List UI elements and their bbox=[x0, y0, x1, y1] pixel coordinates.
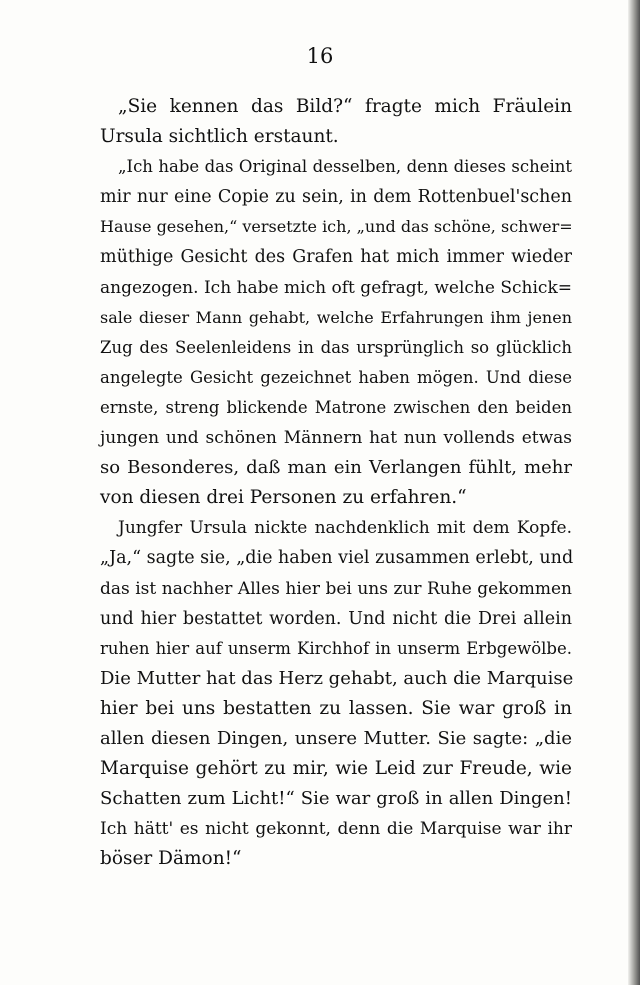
page-number: 16 bbox=[306, 44, 334, 68]
text-line: ruhen hier auf unserm Kirchhof in unserm Erbgewölbe. bbox=[100, 638, 572, 658]
text-line: „Ich habe das Original desselben, denn dieses scheint bbox=[118, 157, 572, 177]
text-line: „Ja,“ sagte sie, „die haben viel zusammen erlebt, und bbox=[100, 548, 574, 569]
text-line: Marquise gehört zu mir, wie Leid zur Freude, wie bbox=[100, 758, 572, 780]
text-line: allen diesen Dingen, unsere Mutter. Sie sagte: „die bbox=[100, 727, 572, 749]
text-line: Zug des Seelenleidens in das ursprünglich so glücklich bbox=[100, 337, 572, 357]
text-line: müthige Gesicht des Grafen hat mich immer wieder bbox=[100, 247, 572, 268]
text-line: „Sie kennen das Bild?“ fragte mich Fräulein bbox=[118, 96, 572, 117]
text-line: so Besonderes, daß man ein Verlangen fühlt, mehr bbox=[100, 457, 572, 479]
text-line: Die Mutter hat das Herz gehabt, auch die Marquise bbox=[100, 667, 574, 689]
text-line: Hause gesehen,“ versetzte ich, „und das schöne, schwer= bbox=[100, 217, 573, 237]
text-line: jungen und schönen Männern hat nun vollends etwas bbox=[100, 428, 572, 449]
text-line: ernste, streng blickende Matrone zwischen den beiden bbox=[100, 397, 572, 417]
text-line: angelegte Gesicht gezeichnet haben mögen. Und diese bbox=[100, 367, 572, 387]
text-line: angezogen. Ich habe mich oft gefragt, welche Schick= bbox=[100, 277, 572, 298]
text-line: und hier bestattet worden. Und nicht die Drei allein bbox=[100, 608, 572, 629]
body-text bbox=[100, 92, 572, 874]
text-line: von diesen drei Personen zu erfahren.“ bbox=[100, 487, 467, 509]
text-line: Schatten zum Licht!“ Sie war groß in allen Dingen! bbox=[100, 788, 572, 810]
text-line: das ist nachher Alles hier bei uns zur Ruhe gekommen bbox=[100, 578, 572, 599]
text-line: Ich hätt' es nicht gekonnt, denn die Marquise war ihr bbox=[100, 819, 572, 840]
text-line: Jungfer Ursula nickte nachdenklich mit dem Kopfe. bbox=[118, 518, 572, 539]
text-line: hier bei uns bestatten zu lassen. Sie war groß in bbox=[100, 697, 572, 719]
scan-edge-shadow bbox=[628, 0, 640, 985]
text-line: mir nur eine Copie zu sein, in dem Rottenbuel'schen bbox=[100, 187, 572, 208]
text-line: sale dieser Mann gehabt, welche Erfahrungen ihm jenen bbox=[100, 307, 572, 327]
text-line: böser Dämon!“ bbox=[100, 848, 242, 870]
text-line: Ursula sichtlich erstaunt. bbox=[100, 126, 339, 148]
